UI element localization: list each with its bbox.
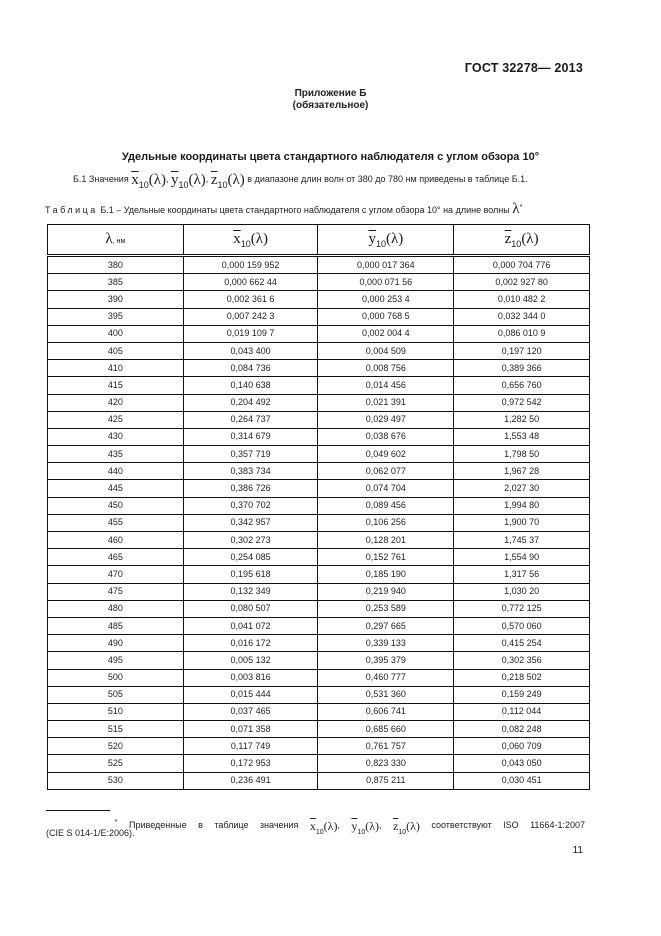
cell-x10: 0,254 085 [183,549,318,566]
cell-z10: 0,112 044 [454,703,590,720]
cell-x10: 0,302 273 [183,532,318,549]
cell-wavelength: 500 [48,669,184,686]
cell-z10: 1,317 56 [454,566,590,583]
footnote-divider [46,810,110,811]
cell-z10: 0,032 344 0 [454,308,590,325]
cell-x10: 0,080 507 [183,600,318,617]
cell-z10: 0,043 050 [454,755,590,772]
cell-wavelength: 475 [48,583,184,600]
cell-z10: 0,000 704 776 [454,256,590,274]
cell-x10: 0,041 072 [183,617,318,634]
cell-wavelength: 510 [48,703,184,720]
cell-z10: 0,772 125 [454,600,590,617]
cell-y10: 0,606 741 [318,703,454,720]
table-row [48,721,590,738]
color-matching-table [47,224,590,790]
cell-z10: 1,553 48 [454,428,590,445]
cell-z10: 0,415 254 [454,635,590,652]
cell-x10: 0,370 702 [183,497,318,514]
cell-wavelength: 435 [48,446,184,463]
document-standard-number: ГОСТ 32278— 2013 [464,61,583,75]
cell-z10: 0,082 248 [454,721,590,738]
cell-z10: 0,060 709 [454,738,590,755]
footnote-line2: (CIE S 014-1/E:2006). [46,828,135,838]
appendix-status: (обязательное) [292,100,369,111]
cell-wavelength: 405 [48,342,184,359]
table-row [48,617,590,634]
table-body [48,256,590,790]
cell-y10: 0,004 509 [318,342,454,359]
cell-y10: 0,000 017 364 [318,256,454,274]
cell-x10: 0,000 662 44 [183,274,318,291]
cell-y10: 0,152 761 [318,549,454,566]
cell-wavelength: 395 [48,308,184,325]
cell-wavelength: 430 [48,428,184,445]
cell-wavelength: 505 [48,686,184,703]
z10-function: $\overline{z}_{10}(\lambda)$ [210,172,245,190]
table-row [48,772,590,789]
cell-wavelength: 380 [48,256,184,274]
cell-y10: 0,049 602 [318,446,454,463]
cell-z10: 0,159 249 [454,686,590,703]
table-row [48,394,590,411]
table-row [48,669,590,686]
table-row [48,256,590,274]
table-row [48,686,590,703]
table-row [48,514,590,531]
cell-y10: 0,253 589 [318,600,454,617]
cell-y10: 0,021 391 [318,394,454,411]
cell-z10: 1,554 90 [454,549,590,566]
cell-x10: 0,172 953 [183,755,318,772]
cell-wavelength: 445 [48,480,184,497]
cell-wavelength: 400 [48,325,184,342]
cell-z10: 0,570 060 [454,617,590,634]
cell-x10: 0,002 361 6 [183,291,318,308]
table-row [48,274,590,291]
cell-y10: 0,761 757 [318,738,454,755]
table-row [48,480,590,497]
cell-z10: 1,967 28 [454,463,590,480]
paragraph-prefix: Б.1 Значения [73,174,129,184]
cell-wavelength: 530 [48,772,184,789]
cell-x10: 0,236 491 [183,772,318,789]
table-row [48,738,590,755]
footnote: * Приведенные в таблице значения $\overline{x}_{10}(\lambda)$, $\overline{y}_{10}(\lambda)$, $\overline{z}_{10}(\lambda)$ соответствуют ISO 11664-1:2007 [114,817,585,836]
y10-function: $\overline{y}_{10}(\lambda)$ [171,172,206,190]
cell-y10: 0,685 660 [318,721,454,738]
cell-wavelength: 485 [48,617,184,634]
cell-z10: 0,010 482 2 [454,291,590,308]
table-row [48,360,590,377]
cell-x10: 0,386 726 [183,480,318,497]
cell-y10: 0,074 704 [318,480,454,497]
cell-x10: 0,204 492 [183,394,318,411]
cell-wavelength: 515 [48,721,184,738]
cell-z10: 0,218 502 [454,669,590,686]
cell-wavelength: 465 [48,549,184,566]
cell-y10: 0,008 756 [318,360,454,377]
cell-y10: 0,106 256 [318,514,454,531]
cell-wavelength: 390 [48,291,184,308]
table-row [48,497,590,514]
cell-x10: 0,357 719 [183,446,318,463]
table-row [48,428,590,445]
cell-z10: 1,282 50 [454,411,590,428]
cell-x10: 0,342 957 [183,514,318,531]
cell-y10: 0,002 004 4 [318,325,454,342]
cell-x10: 0,084 736 [183,360,318,377]
cell-z10: 0,389 366 [454,360,590,377]
cell-z10: 0,030 451 [454,772,590,789]
cell-x10: 0,132 349 [183,583,318,600]
cell-x10: 0,000 159 952 [183,256,318,274]
cell-wavelength: 495 [48,652,184,669]
cell-x10: 0,383 734 [183,463,318,480]
table-row [48,566,590,583]
table-row [48,446,590,463]
cell-x10: 0,016 172 [183,635,318,652]
cell-x10: 0,195 618 [183,566,318,583]
table-row [48,463,590,480]
cell-wavelength: 520 [48,738,184,755]
appendix-title: Приложение Б [294,88,367,99]
table-row [48,755,590,772]
cell-y10: 0,395 379 [318,652,454,669]
cell-wavelength: 420 [48,394,184,411]
cell-x10: 0,117 749 [183,738,318,755]
table-row [48,532,590,549]
header-y10: $\overline{y}_{10}(\lambda)$ [318,225,454,256]
page-number: 11 [572,845,583,856]
cell-x10: 0,043 400 [183,342,318,359]
section-title: Удельные координаты цвета стандартного наблюдателя с углом обзора 10° [121,151,540,163]
cell-x10: 0,264 737 [183,411,318,428]
header-x10: $\overline{x}_{10}(\lambda)$ [183,225,318,256]
cell-wavelength: 415 [48,377,184,394]
table-caption [45,201,522,218]
cell-z10: 0,656 760 [454,377,590,394]
lambda-symbol: λ [512,201,520,217]
cell-y10: 0,128 201 [318,532,454,549]
cell-y10: 0,029 497 [318,411,454,428]
cell-y10: 0,185 190 [318,566,454,583]
table-row [48,325,590,342]
footnote-mark: * [519,202,523,211]
cell-z10: 1,994 80 [454,497,590,514]
table-row [48,583,590,600]
table-row [48,652,590,669]
cell-y10: 0,014 456 [318,377,454,394]
cell-wavelength: 450 [48,497,184,514]
appendix-heading [0,88,661,112]
cell-wavelength: 470 [48,566,184,583]
cell-wavelength: 525 [48,755,184,772]
cell-wavelength: 410 [48,360,184,377]
cell-y10: 0,000 071 56 [318,274,454,291]
cell-y10: 0,219 940 [318,583,454,600]
table-header-row [48,225,590,256]
cell-x10: 0,314 679 [183,428,318,445]
cell-y10: 0,000 768 5 [318,308,454,325]
cell-z10: 0,972 542 [454,394,590,411]
paragraph-suffix: в диапазоне длин волн от 380 до 780 нм приведены в таблице Б.1. [247,174,528,184]
table-row [48,342,590,359]
table-row [48,377,590,394]
cell-x10: 0,005 132 [183,652,318,669]
caption-label: Таблица [45,205,98,215]
cell-x10: 0,019 109 7 [183,325,318,342]
cell-z10: 1,798 50 [454,446,590,463]
intro-paragraph: Б.1 Значения $\overline{x}_{10}(\lambda)$, $\overline{y}_{10}(\lambda)$, $\overline{z}_{10}(\lambda)$ в диапазоне длин волн от 380 до 780 нм приведены в таблице Б.1. [73,172,528,190]
table-row [48,308,590,325]
cell-x10: 0,003 816 [183,669,318,686]
cell-wavelength: 490 [48,635,184,652]
table-row [48,411,590,428]
cell-y10: 0,089 456 [318,497,454,514]
cell-x10: 0,071 358 [183,721,318,738]
cell-z10: 1,900 70 [454,514,590,531]
header-wavelength: λ, нм [48,225,184,256]
header-z10: $\overline{z}_{10}(\lambda)$ [454,225,590,256]
cell-z10: 0,086 010 9 [454,325,590,342]
cell-wavelength: 460 [48,532,184,549]
cell-y10: 0,531 360 [318,686,454,703]
cell-wavelength: 455 [48,514,184,531]
table-row [48,703,590,720]
cell-wavelength: 440 [48,463,184,480]
table-row [48,291,590,308]
cell-x10: 0,140 638 [183,377,318,394]
cell-z10: 1,030 20 [454,583,590,600]
cell-wavelength: 480 [48,600,184,617]
table-row [48,635,590,652]
cell-y10: 0,875 211 [318,772,454,789]
cell-y10: 0,460 777 [318,669,454,686]
caption-text: Б.1 – Удельные координаты цвета стандартного наблюдателя с углом обзора 10° на длине волны [100,205,510,215]
cell-y10: 0,823 330 [318,755,454,772]
cell-z10: 0,002 927 80 [454,274,590,291]
table-row [48,600,590,617]
cell-z10: 0,197 120 [454,342,590,359]
cell-x10: 0,015 444 [183,686,318,703]
cell-wavelength: 385 [48,274,184,291]
cell-y10: 0,000 253 4 [318,291,454,308]
cell-z10: 2,027 30 [454,480,590,497]
cell-y10: 0,038 676 [318,428,454,445]
cell-z10: 0,302 356 [454,652,590,669]
cell-y10: 0,062 077 [318,463,454,480]
cell-y10: 0,297 665 [318,617,454,634]
table-row [48,549,590,566]
cell-x10: 0,007 242 3 [183,308,318,325]
cell-x10: 0,037 465 [183,703,318,720]
x10-function: $\overline{x}_{10}(\lambda)$ [131,172,166,190]
cell-y10: 0,339 133 [318,635,454,652]
cell-z10: 1,745 37 [454,532,590,549]
cell-wavelength: 425 [48,411,184,428]
